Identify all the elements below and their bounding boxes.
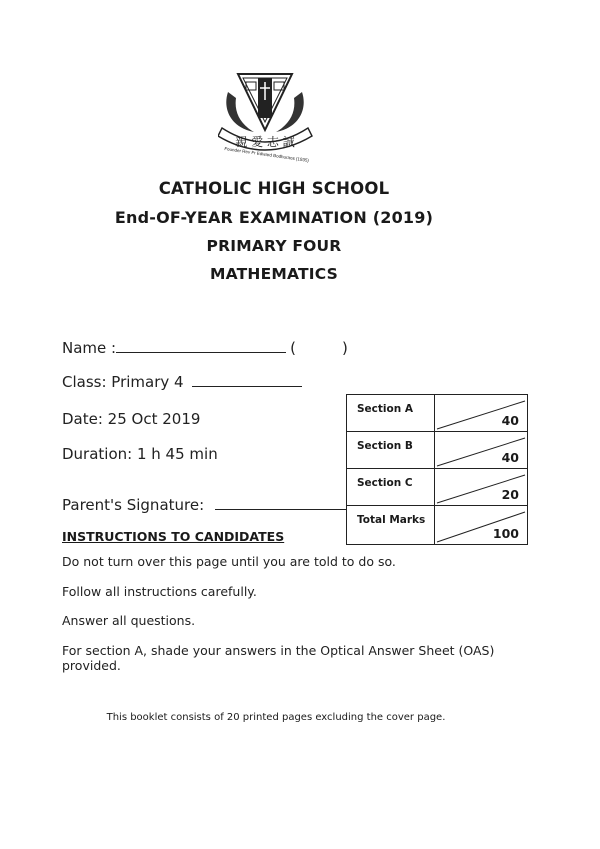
signature-underline[interactable] [215,508,347,510]
class-label: Class: Primary 4 [62,373,184,391]
marks-section-label: Total Marks [347,506,435,545]
name-label: Name : [62,339,117,357]
marks-max-value: 20 [501,487,519,502]
name-field[interactable] [62,339,348,357]
date-field: Date: 25 Oct 2019 [62,410,201,428]
marks-row [347,469,528,506]
marks-section-label: Section B [347,432,435,469]
marks-row [347,506,528,545]
marks-max-value: 40 [501,413,519,428]
page-count-note: This booklet consists of 20 printed pages excluding the cover page. [106,712,446,723]
marks-section-label: Section C [347,469,435,506]
instructions-heading: INSTRUCTIONS TO CANDIDATES [62,529,285,544]
marks-score-cell[interactable] [435,395,528,432]
signature-label: Parent's Signature: [62,496,205,514]
school-crest-logo [218,70,328,165]
index-paren-close: ) [341,339,348,357]
exam-title: End-OF-YEAR EXAMINATION (2019) [114,208,434,227]
subject-title: MATHEMATICS [210,265,338,283]
school-name: CATHOLIC HIGH SCHOOL [158,179,390,198]
marks-max-value: 100 [492,526,519,541]
parent-signature-field[interactable] [62,496,347,514]
name-underline[interactable] [116,351,286,353]
class-field[interactable] [62,373,302,391]
index-paren-open: ( [290,339,296,357]
marks-score-cell[interactable] [435,469,528,506]
crest-caption: Founder Rev Fr Edward Bodhuraos (1935) [224,146,310,163]
duration-field: Duration: 1 h 45 min [62,445,218,463]
class-underline[interactable] [192,385,302,387]
instruction-item: For section A, shade your answers in the Optical Answer Sheet (OAS) provided. [62,643,495,673]
instruction-item: Answer all questions. [62,613,196,628]
marks-row [347,395,528,432]
marks-max-value: 40 [501,450,519,465]
marks-score-cell[interactable] [435,432,528,469]
instruction-item: Do not turn over this page until you are told to do so. [62,554,396,569]
marks-score-cell[interactable] [435,506,528,545]
instruction-item: Follow all instructions carefully. [62,584,257,599]
level-title: PRIMARY FOUR [206,237,342,255]
marks-section-label: Section A [347,395,435,432]
marks-table [346,394,528,545]
svg-text:親 愛 志 誠: 親 愛 志 誠 [235,135,295,149]
marks-row [347,432,528,469]
